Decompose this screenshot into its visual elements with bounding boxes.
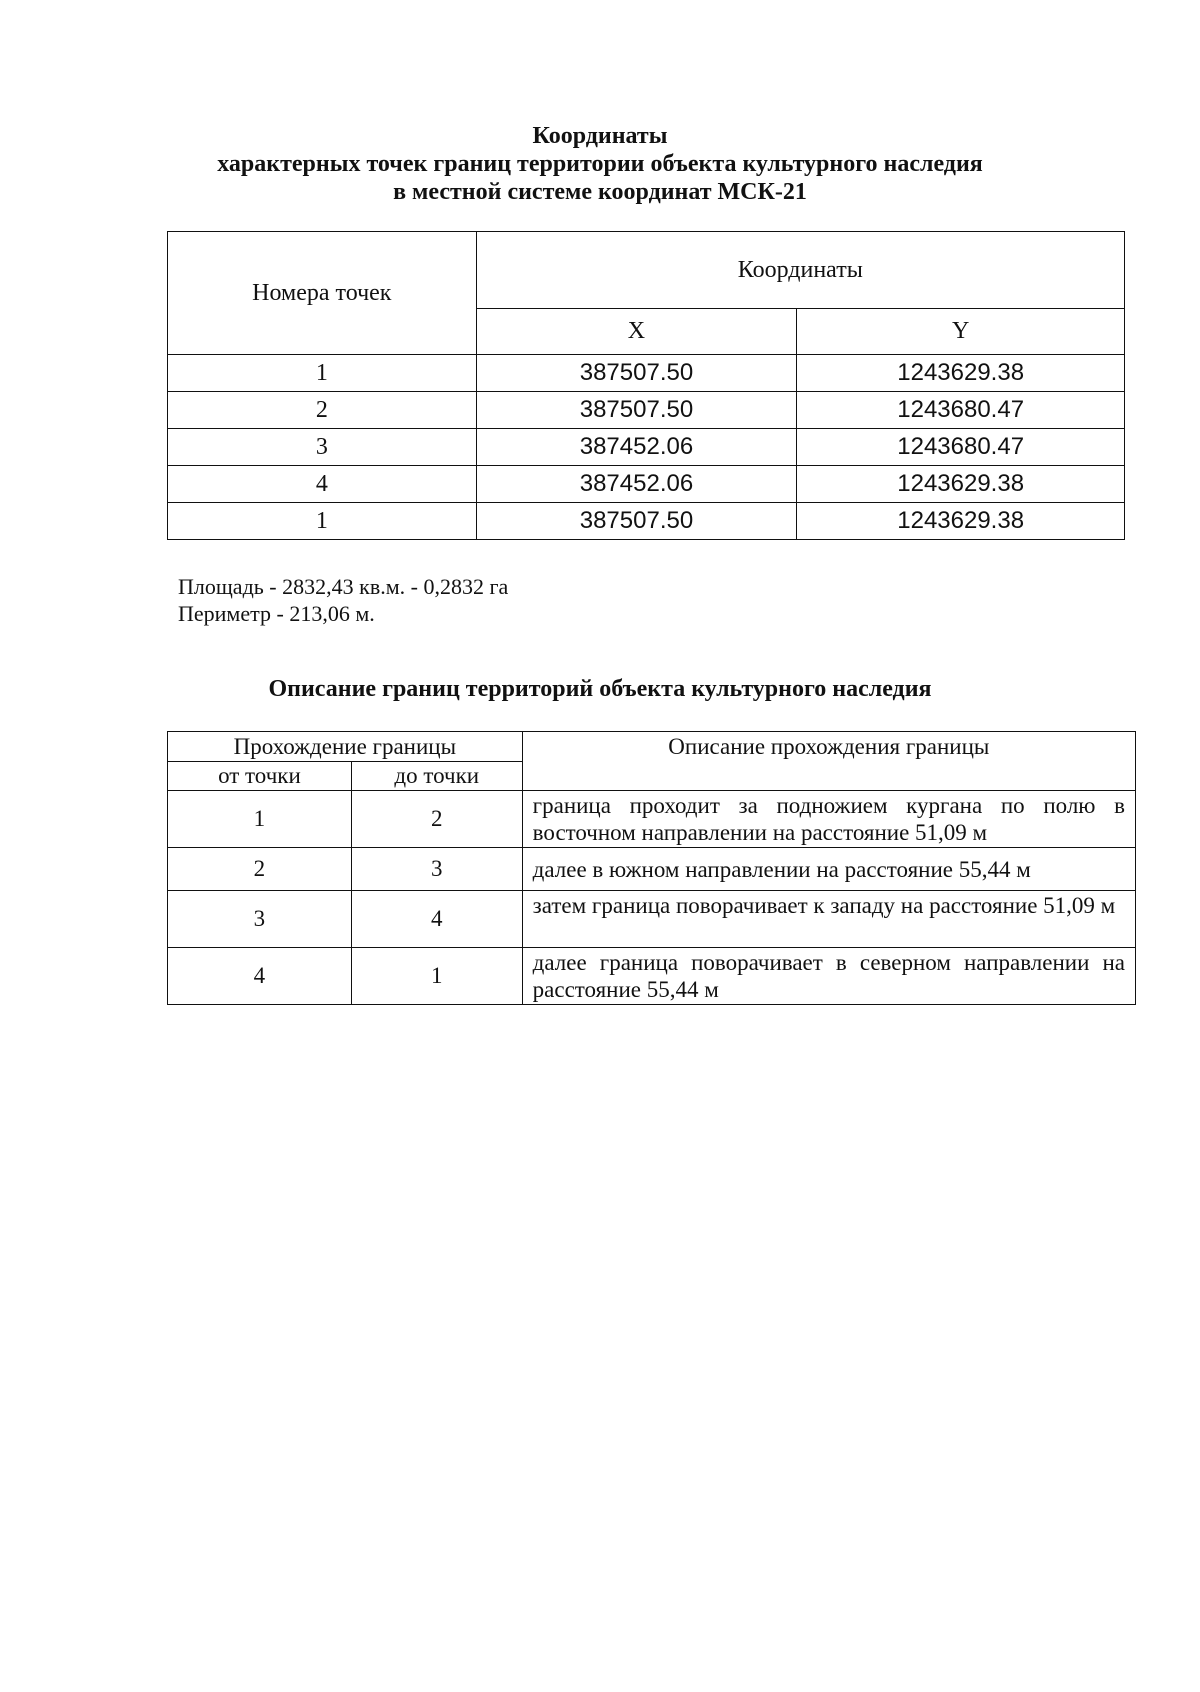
point-number: 1 [168,503,477,540]
table-row [168,948,1136,1005]
x-value: 387507.50 [476,355,797,392]
table-row [168,791,1136,848]
x-value: 387507.50 [476,392,797,429]
header-coordinates: Координаты [476,232,1124,309]
to-point: 4 [351,891,522,948]
point-number: 4 [168,466,477,503]
boundary-description-table [167,731,1136,1005]
x-value: 387507.50 [476,503,797,540]
header-y: Y [797,309,1125,355]
point-number: 2 [168,392,477,429]
y-value: 1243629.38 [797,355,1125,392]
y-value: 1243680.47 [797,392,1125,429]
description-title: Описание границ территорий объекта культурного наследия [268,676,932,702]
y-value: 1243629.38 [797,466,1125,503]
header-boundary-passage: Прохождение границы [168,732,523,762]
coordinates-title-line-3: в местной системе координат МСК-21 [393,179,807,205]
header-boundary-description: Описание прохождения границы [522,732,1135,791]
coordinates-table [167,231,1125,540]
to-point: 3 [351,848,522,891]
table-row [168,848,1136,891]
y-value: 1243629.38 [797,503,1125,540]
area-text: Площадь - 2832,43 кв.м. - 0,2832 га [178,574,509,599]
area-summary [178,573,508,627]
x-value: 387452.06 [476,466,797,503]
boundary-description: граница проходит за подножием кургана по полю в восточном направлении на расстояние 51,09 м [522,791,1135,848]
table-row [168,429,1125,466]
table-row [168,891,1136,948]
table-row [168,466,1125,503]
coordinates-title [0,122,1200,206]
boundary-description: далее в южном направлении на расстояние 55,44 м [522,848,1135,891]
from-point: 3 [168,891,352,948]
table-row [168,392,1125,429]
coordinates-title-line-1: Координаты [532,123,668,149]
y-value: 1243680.47 [797,429,1125,466]
from-point: 4 [168,948,352,1005]
to-point: 2 [351,791,522,848]
from-point: 1 [168,791,352,848]
perimeter-text: Периметр - 213,06 м. [178,601,375,626]
from-point: 2 [168,848,352,891]
boundary-description: далее граница поворачивает в северном направлении на расстояние 55,44 м [522,948,1135,1005]
header-from-point: от точки [168,762,352,791]
table-row [168,355,1125,392]
header-x: X [476,309,797,355]
table-row [168,503,1125,540]
x-value: 387452.06 [476,429,797,466]
coordinates-title-line-2: характерных точек границ территории объекта культурного наследия [217,151,983,177]
boundary-description: затем граница поворачивает к западу на расстояние 51,09 м [522,891,1135,948]
point-number: 3 [168,429,477,466]
header-point-numbers: Номера точек [168,232,477,355]
point-number: 1 [168,355,477,392]
to-point: 1 [351,948,522,1005]
header-to-point: до точки [351,762,522,791]
